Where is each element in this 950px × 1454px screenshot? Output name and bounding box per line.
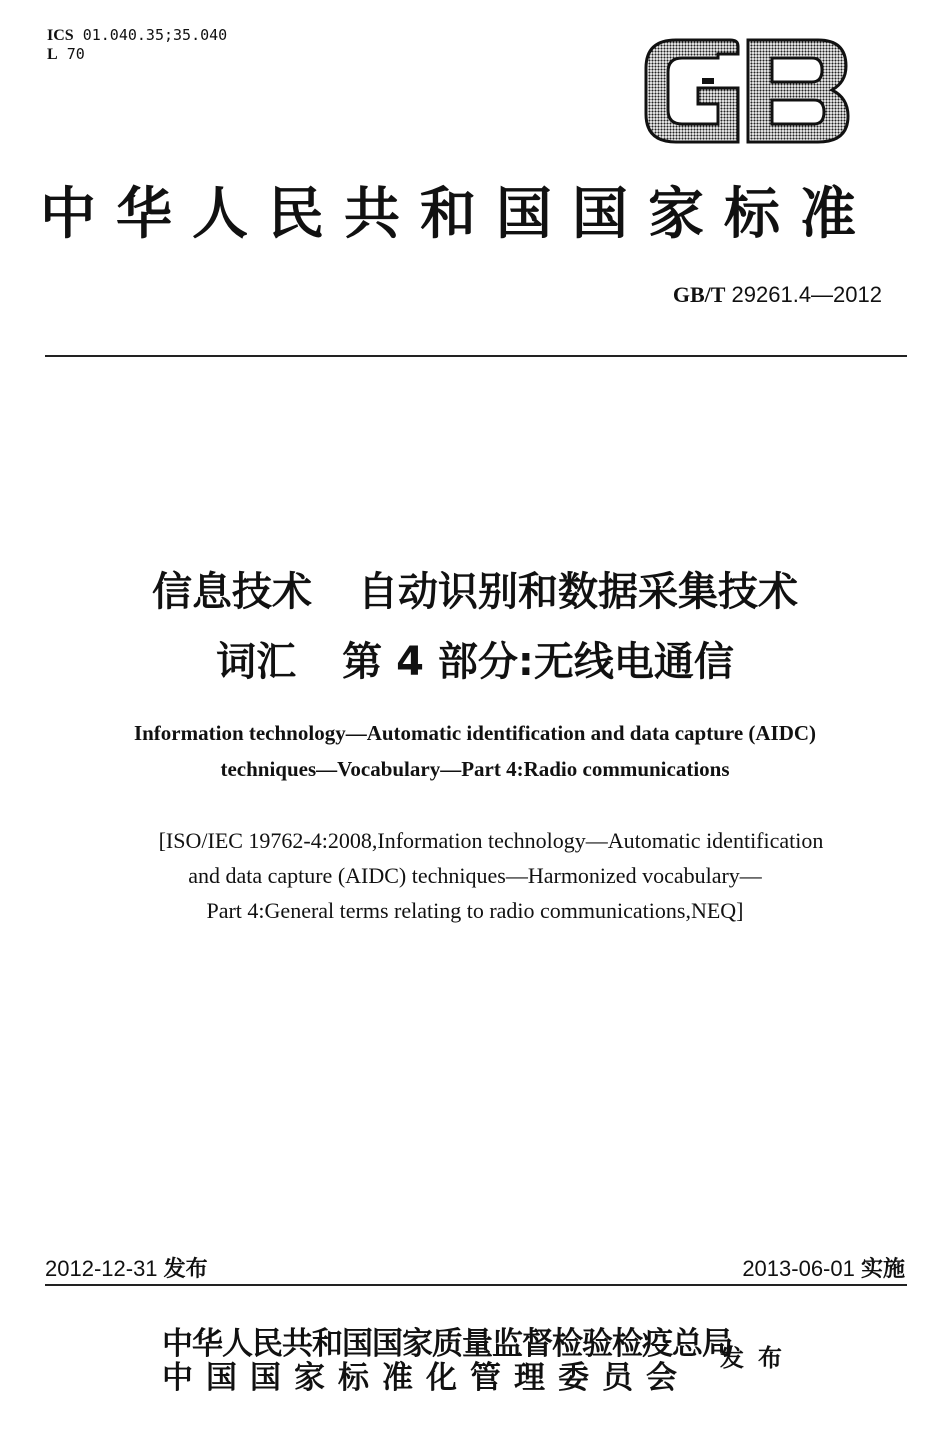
- ics-line: [47, 26, 227, 45]
- iso-reference-line-1: [ISO/IEC 19762-4:2008,Information technology—Automatic identification: [158, 828, 824, 853]
- issue-date-value: 2012-12-31: [45, 1256, 158, 1281]
- gb-logo-b: [748, 40, 848, 142]
- top-divider: [45, 355, 907, 357]
- english-title-line-2: techniques—Vocabulary—Part 4:Radio communications: [220, 757, 730, 781]
- standard-number-prefix: GB/T: [672, 282, 726, 307]
- chinese-title-line-1a: 信息技术: [152, 569, 312, 615]
- chinese-title-line-2b: 第 4 部分:无线电通信: [342, 639, 734, 685]
- bottom-divider: [45, 1284, 907, 1286]
- issuer-line-1: 中华人民共和国国家质量监督检验检疫总局: [162, 1326, 732, 1362]
- issue-date: [45, 1252, 208, 1283]
- gb-logo: [642, 38, 852, 144]
- chinese-title-line-2: [0, 630, 950, 687]
- english-title-line-1: Information technology—Automatic identification and data capture (AIDC): [133, 721, 817, 745]
- implementation-date-label: 实施: [860, 1257, 905, 1282]
- national-standard-title: 中华人民共和国国家标准: [40, 181, 876, 247]
- ccs-code: 70: [66, 45, 85, 63]
- ics-prefix: ICS: [47, 27, 74, 44]
- gb-logo-g: [646, 40, 738, 142]
- issue-date-label: 发布: [163, 1257, 208, 1282]
- classification-codes: [47, 26, 227, 64]
- chinese-title-line-2a: 词汇: [216, 639, 297, 685]
- chinese-title-line-1b: 自动识别和数据采集技术: [358, 569, 798, 615]
- implementation-date-value: 2013-06-01: [742, 1256, 855, 1281]
- ics-code: 01.040.35;35.040: [82, 26, 228, 44]
- publish-label: 发布: [720, 1343, 796, 1372]
- standard-number: [673, 282, 882, 308]
- standard-number-value: 29261.4—2012: [731, 282, 882, 307]
- ccs-line: [47, 45, 227, 64]
- chinese-title-line-1: [0, 560, 950, 617]
- iso-reference-line-2: and data capture (AIDC) techniques—Harmonized vocabulary—: [188, 863, 762, 888]
- iso-reference-line-3: Part 4:General terms relating to radio communications,NEQ]: [206, 898, 744, 923]
- ccs-prefix: L: [47, 46, 58, 63]
- implementation-date: [742, 1252, 905, 1283]
- issuer-line-2: 中国国家标准化管理委员会: [162, 1360, 690, 1396]
